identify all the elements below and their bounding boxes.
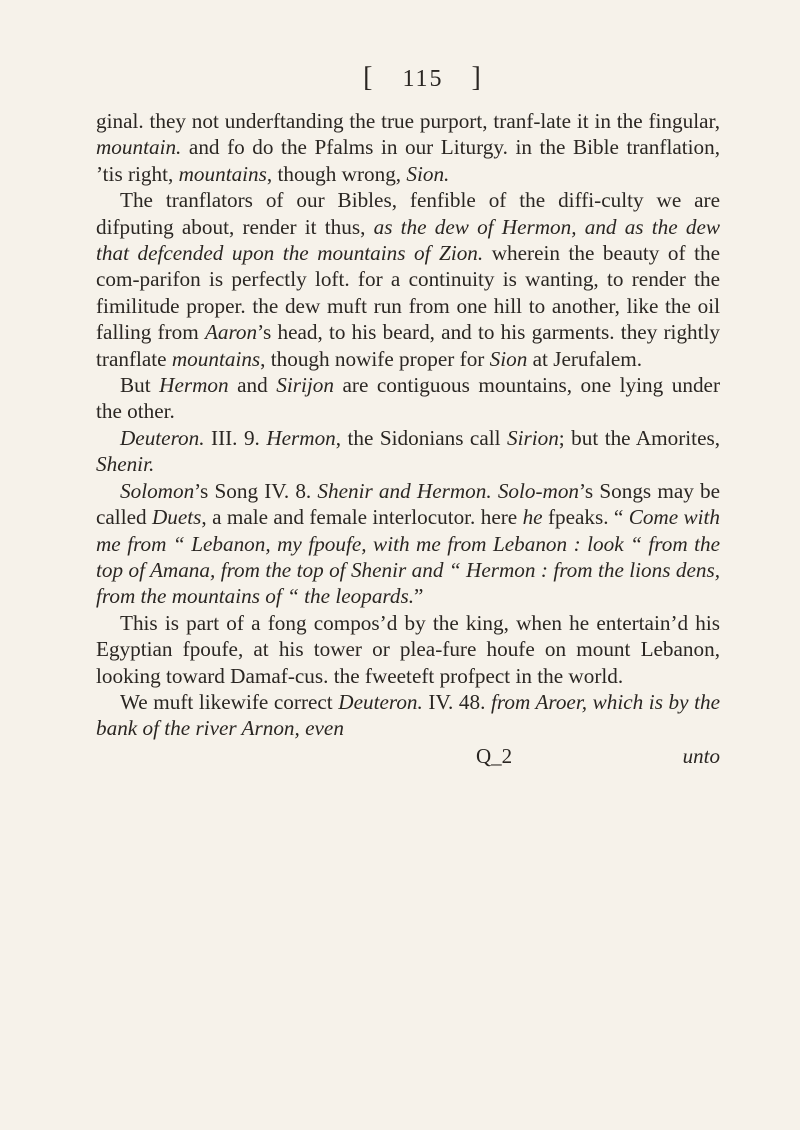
italic-run: Sion xyxy=(489,346,528,371)
text-run: We muft likewife correct xyxy=(120,689,339,714)
italic-run: mountains xyxy=(178,161,267,186)
italic-run: Deuteron. xyxy=(120,425,205,450)
page-footer xyxy=(96,744,720,769)
text-run: IV. 48. xyxy=(422,689,491,714)
text-run: ’s Song IV. 8. xyxy=(194,478,318,503)
italic-run: Hermon xyxy=(266,425,336,450)
text-run: wherein the beauty of the com-parifon is perfectly loft. for a continuity is wanting, to render the fimilitude proper. the dew muft run from one hill to another, like the oil falling from xyxy=(96,241,720,345)
paragraph-5 xyxy=(96,478,720,610)
italic-run: Hermon xyxy=(159,373,229,398)
italic-run: Deuteron. xyxy=(338,689,423,714)
text-run: But xyxy=(120,373,160,398)
italic-run: from Aroer, which is by the bank of the river Arnon, even xyxy=(96,689,720,741)
paragraph-2 xyxy=(96,187,720,372)
text-run: , though wrong, xyxy=(266,161,407,186)
italic-run: Sion. xyxy=(406,161,450,186)
text-run: , though nowife proper for xyxy=(260,346,490,371)
italic-run: Sirijon xyxy=(276,373,334,398)
text-run: fpeaks. “ xyxy=(542,505,629,530)
italic-run: Aaron xyxy=(204,320,258,345)
page-number: 115 xyxy=(402,66,444,92)
italic-run: mountains xyxy=(171,346,261,371)
text-run: ginal. they not underftanding the true purport, tranf-late it in the fingular, xyxy=(96,109,720,133)
paragraph-6 xyxy=(96,610,720,689)
text-run: , the Sidonians call xyxy=(335,425,507,450)
italic-run: he xyxy=(522,505,543,530)
signature-mark: Q_2 xyxy=(476,743,513,768)
paragraph-4 xyxy=(96,425,720,478)
paragraph-1 xyxy=(96,108,720,187)
italic-run: Duets xyxy=(151,505,202,530)
text-run: are contiguous mountains, one lying under the other. xyxy=(96,373,720,424)
text-run: ’s head, to his beard, and to his garments. they rightly tranflate xyxy=(96,320,720,371)
italic-run: mountain. xyxy=(96,135,182,160)
text-run: ’s Songs may be called xyxy=(96,478,721,530)
text-run: ; but the Amorites, xyxy=(558,425,721,450)
italic-run: Sirion xyxy=(506,425,559,450)
italic-run: Shenir and Hermon. Solo-mon xyxy=(317,478,580,503)
paragraph-3 xyxy=(96,372,720,425)
left-bracket: [ xyxy=(363,62,375,93)
page-header xyxy=(126,62,720,94)
right-bracket: ] xyxy=(471,62,483,93)
catchword: unto xyxy=(682,743,720,768)
text-run: , a male and female interlocutor. here xyxy=(201,505,523,530)
text-run: at Jerufalem. xyxy=(527,346,643,371)
italic-run: as the dew of Hermon, and as the dew that defcended upon the mountains of Zion. xyxy=(96,214,720,266)
italic-run: Solomon xyxy=(120,478,195,503)
text-run: This is part of a fong compos’d by the king, when he entertain’d his Egyptian fpoufe, at his tower or plea-fure houfe on mount Lebanon, looking toward Damaf-cus. the fweeteft profpect in the world. xyxy=(96,610,720,688)
italic-run: Shenir. xyxy=(96,452,155,477)
text-run: ” xyxy=(414,584,424,609)
text-run: III. 9. xyxy=(204,425,267,450)
text-run: The tranflators of our Bibles, fenfible of the diffi-culty we are difputing about, render it thus, xyxy=(96,188,720,239)
text-run: and xyxy=(228,373,277,398)
body-text xyxy=(96,108,720,742)
italic-run: Come with me from “ Lebanon, my fpoufe, with me from Lebanon : look “ from the top of Amana, from the top of Shenir and “ Hermon : from the lions dens, from the mountains of “ the leopards. xyxy=(96,505,720,609)
text-run: and fo do the Pfalms in our Liturgy. in the Bible tranflation, ’tis right, xyxy=(96,135,720,186)
paragraph-7 xyxy=(96,689,720,742)
